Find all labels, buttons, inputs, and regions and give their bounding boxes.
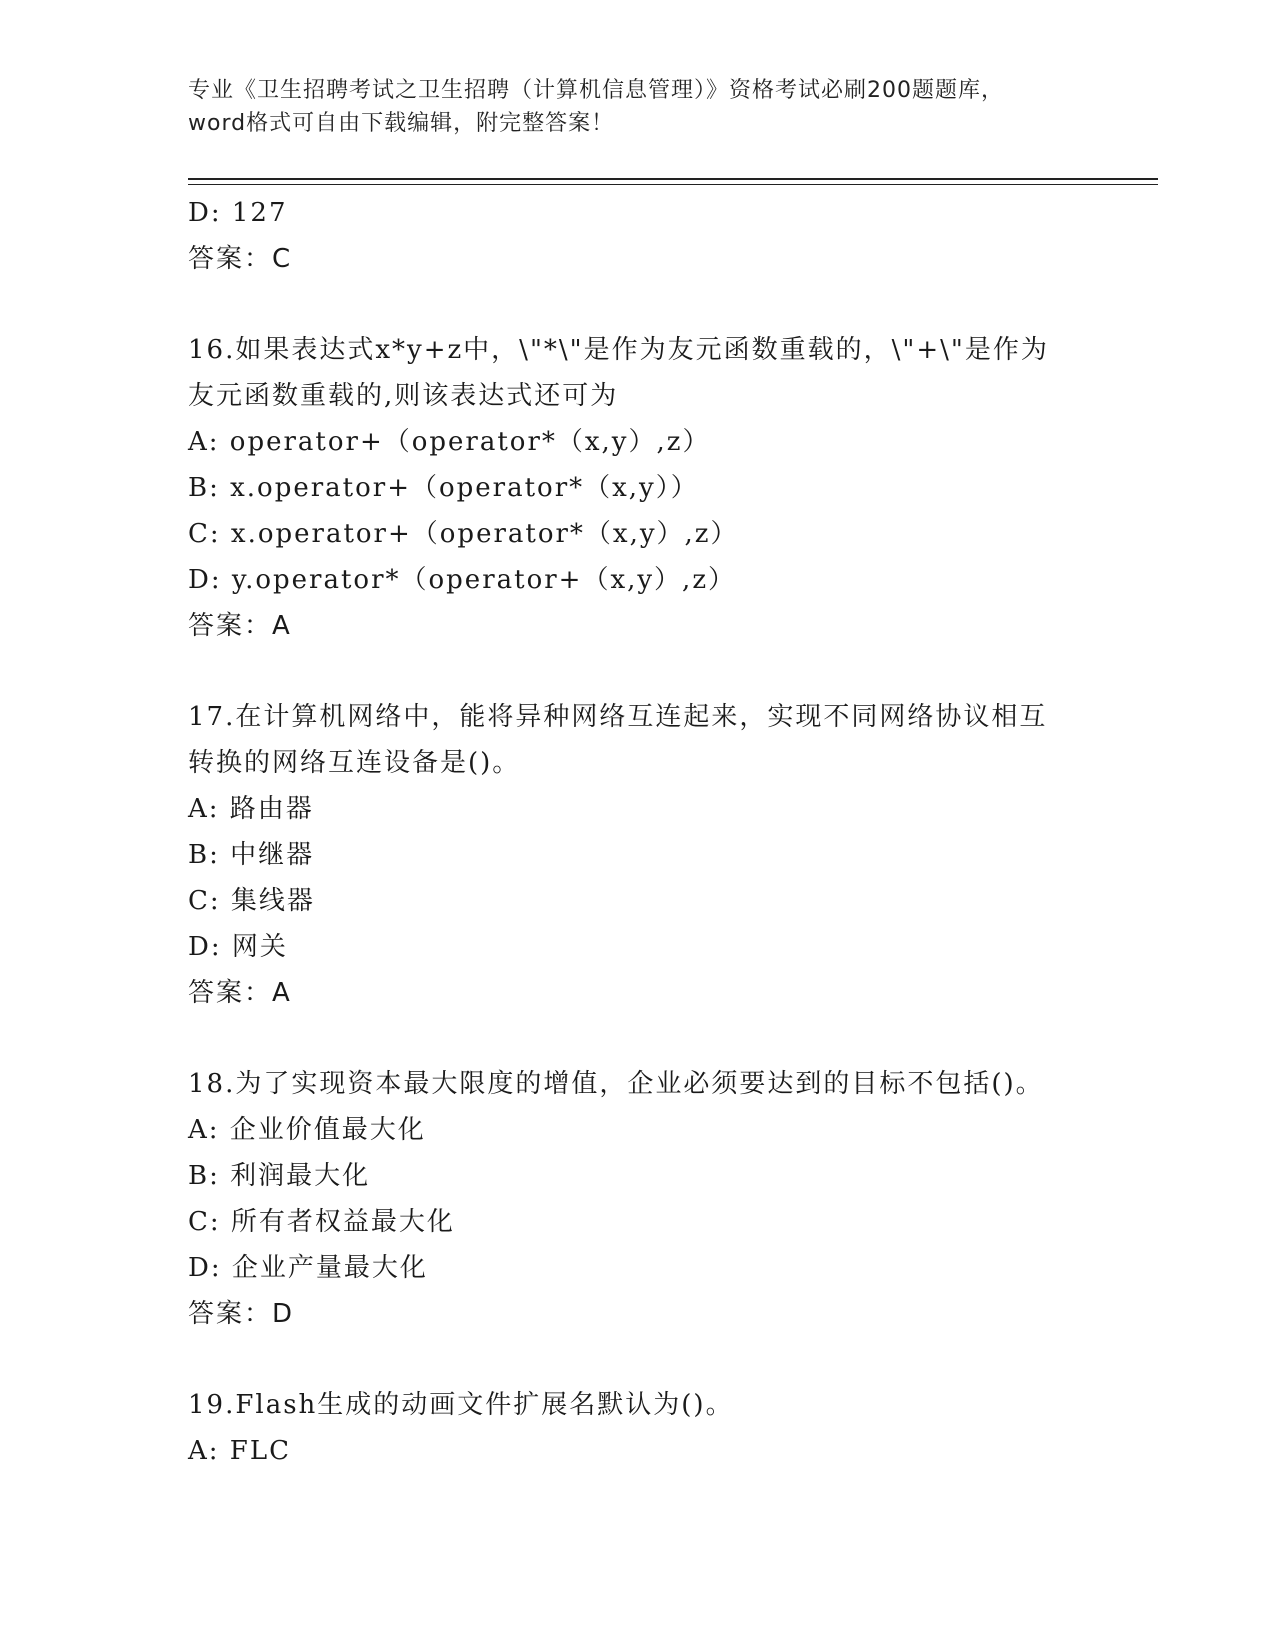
question-17 (188, 694, 1088, 1016)
document-header (188, 74, 1088, 140)
answer-line: 答案：A (188, 978, 292, 1008)
option-c: C: 所有者权益最大化 (188, 1207, 455, 1237)
option-a: A: 路由器 (188, 794, 314, 824)
question-15-tail (188, 190, 1088, 282)
question-stem: 16.如果表达式x*y+z中，\"*\"是作为友元函数重载的，\"+\"是作为 (188, 335, 1049, 365)
answer-line: 答案：D (188, 1299, 295, 1329)
question-stem-continued: 友元函数重载的,则该表达式还可为 (188, 381, 619, 411)
question-stem: 18.为了实现资本最大限度的增值，企业必须要达到的目标不包括()。 (188, 1069, 1044, 1099)
option-d: D: y.operator*（operator+（x,y）,z） (188, 565, 737, 595)
header-divider-thick (188, 178, 1158, 180)
option-a: A: FLC (188, 1436, 291, 1466)
option-b: B: x.operator+（operator*（x,y）） (188, 473, 699, 503)
option-c: C: x.operator+（operator*（x,y）,z） (188, 519, 739, 549)
answer-line: 答案：C (188, 244, 293, 274)
question-16 (188, 327, 1088, 649)
question-stem: 19.Flash生成的动画文件扩展名默认为()。 (188, 1390, 734, 1420)
header-divider-thin (188, 184, 1158, 185)
option-d: D: 企业产量最大化 (188, 1253, 428, 1283)
question-stem-continued: 转换的网络互连设备是()。 (188, 748, 521, 778)
option-d: D: 127 (188, 198, 288, 228)
option-d: D: 网关 (188, 932, 288, 962)
option-b: B: 中继器 (188, 840, 315, 870)
question-18 (188, 1061, 1088, 1337)
header-title-line-2: word格式可自由下载编辑，附完整答案！ (188, 111, 615, 136)
question-list (188, 190, 1088, 1474)
option-a: A: 企业价值最大化 (188, 1115, 426, 1145)
header-title-line-1: 专业《卫生招聘考试之卫生招聘（计算机信息管理）》资格考试必刷200题题库， (188, 78, 1004, 103)
question-19 (188, 1382, 1088, 1474)
option-b: B: 利润最大化 (188, 1161, 371, 1191)
answer-line: 答案：A (188, 611, 292, 641)
option-a: A: operator+（operator*（x,y）,z） (188, 427, 711, 457)
question-stem: 17.在计算机网络中，能将异种网络互连起来，实现不同网络协议相互 (188, 702, 1048, 732)
option-c: C: 集线器 (188, 886, 315, 916)
